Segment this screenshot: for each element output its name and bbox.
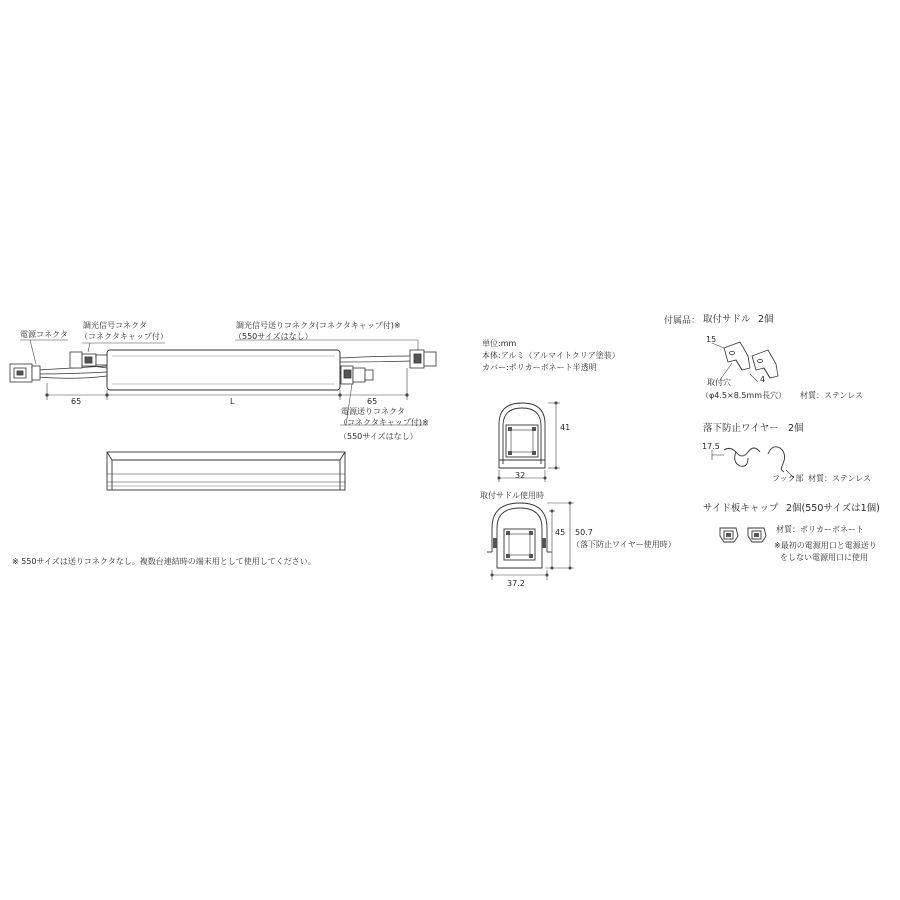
side-cap-icon (720, 528, 766, 542)
dimension-L: L (230, 397, 235, 406)
saddle-section-view (487, 503, 552, 568)
fixture-top-view (10, 350, 436, 390)
power-send-connector-label: 電源送りコネクタ (341, 407, 405, 416)
saddle-qty: 2個 (758, 314, 774, 325)
cover-material-label: カバー:ポリカーボネート半透明 (482, 363, 597, 372)
body-material-label: 本体:アルミ（アルマイトクリア塗装） (482, 351, 620, 360)
wire-material: 材質：ステンレス (808, 474, 871, 483)
dimension-50-7: 50.7 (575, 528, 593, 537)
dimension-37-2: 37.2 (507, 579, 525, 588)
wire-hook-label: フック部 (772, 474, 804, 483)
saddle-hole-label: 取付穴 (707, 378, 731, 387)
dim-signal-send-connector-label: 調光信号送りコネクタ(コネクタキャップ付)※ (236, 321, 401, 330)
cross-section-view (499, 403, 545, 468)
power-send-connector-icon (341, 366, 373, 384)
dim-signal-connector-cap-label: （コネクタキャップ付） (80, 332, 168, 341)
fixture-side-view (107, 452, 345, 490)
wire-qty: 2個 (788, 423, 804, 434)
dimension-41: 41 (560, 423, 571, 432)
dim-signal-send-connector-icon (410, 350, 436, 368)
wire-use-note: （落下防止ワイヤー使用時） (572, 540, 676, 549)
power-send-note: （550サイズはなし） (339, 432, 418, 441)
dim-signal-connector-icon (70, 352, 107, 368)
side-cap-note-line2: をしない電源用口に使用 (780, 553, 868, 562)
dimension-65-left: 65 (71, 397, 82, 406)
power-connector-label: 電源コネクタ (20, 330, 68, 339)
accessories-heading-label: 付属品： (664, 316, 701, 326)
wire-title: 落下防止ワイヤー (703, 423, 779, 434)
saddle-title: 取付サドル (703, 314, 751, 325)
unit-label: 単位:mm (482, 339, 517, 348)
dim-signal-send-note: （550サイズはなし） (234, 332, 313, 341)
power-connector-icon (10, 364, 40, 382)
saddle-dimension-15: 15 (706, 335, 717, 344)
footnote: ※ 550サイズは送りコネクタなし。複数台連結時の端末用として使用してください。 (12, 557, 316, 566)
power-send-connector-cap-label: （コネクタキャップ付)※ (339, 418, 429, 427)
saddle-icon (724, 342, 778, 378)
saddle-use-title: 取付サドル使用時 (480, 491, 544, 500)
wire-dimension-17-5: 17.5 (702, 442, 720, 451)
dimension-32: 32 (515, 471, 526, 480)
side-cap-material: 材質：ポリカーボネート (776, 525, 864, 534)
saddle-material: 材質：ステンレス (800, 391, 863, 400)
saddle-hole-size: （φ4.5×8.5mm長穴） (701, 391, 787, 400)
side-cap-title: サイド板キャップ (703, 503, 779, 514)
saddle-dimension-4: 4 (760, 375, 766, 384)
side-cap-qty: 2個(550サイズは1個) (786, 503, 880, 514)
side-cap-note-line1: ※最初の電源用口と電源送り (774, 541, 877, 550)
dimension-65-right: 65 (367, 397, 378, 406)
dim-signal-connector-label: 調光信号コネクタ (83, 321, 147, 330)
dimension-45: 45 (555, 528, 566, 537)
